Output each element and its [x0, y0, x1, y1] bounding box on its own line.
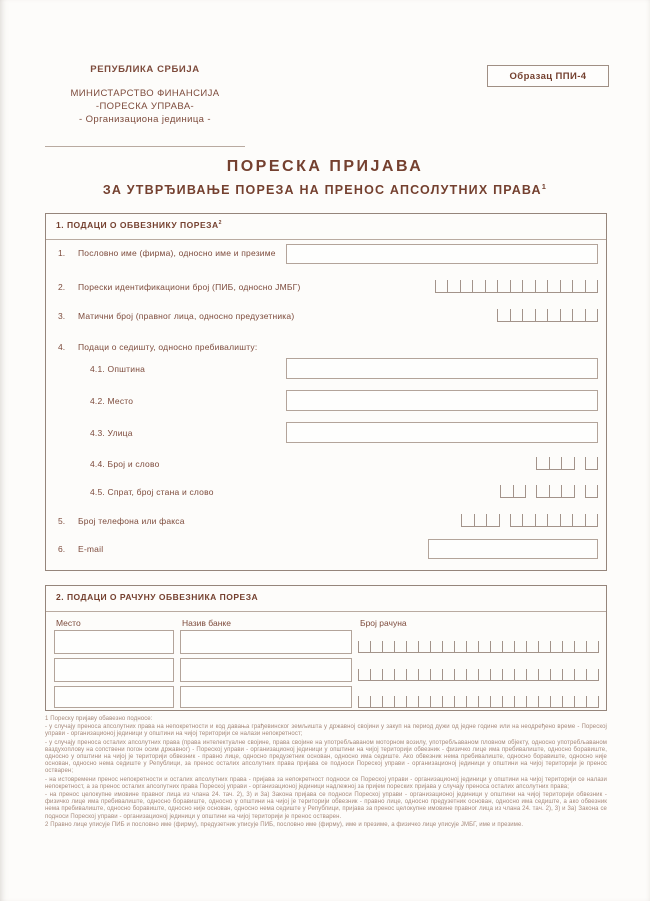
sprat-stan-comb-field[interactable]: [500, 485, 598, 498]
title-footnote-ref: 1: [541, 182, 548, 191]
comb-cell[interactable]: [561, 457, 574, 470]
comb-cell[interactable]: [358, 669, 370, 681]
comb-cell[interactable]: [585, 457, 598, 470]
comb-cell[interactable]: [497, 280, 510, 293]
comb-cell[interactable]: [526, 696, 538, 708]
row-number: 4.: [58, 342, 66, 352]
comb-cell[interactable]: [538, 669, 550, 681]
comb-cell[interactable]: [502, 696, 514, 708]
comb-cell[interactable]: [394, 669, 406, 681]
stan-cells[interactable]: [536, 485, 575, 498]
account-number-comb-field[interactable]: [358, 669, 599, 681]
account-number-comb-field[interactable]: [358, 696, 599, 708]
maticni-broj-label: Матични број (правног лица, односно предузетника): [78, 311, 295, 321]
letterhead-ministry: МИНИСТАРСТВО ФИНАНСИЈА: [70, 88, 220, 99]
comb-cell[interactable]: [510, 514, 523, 527]
comb-cell[interactable]: [538, 641, 550, 653]
comb-cell[interactable]: [547, 309, 560, 322]
comb-cell[interactable]: [382, 696, 394, 708]
comb-cell[interactable]: [442, 696, 454, 708]
slovo-cell[interactable]: [585, 485, 599, 498]
footnote-1-item: - у случају преноса апсолутних права на непокретности и код давања грађевинског земљишта у државној својини у закуп на период дужи од једне године или на неодређено време - Пореској управи - организационој јединици у општини на чијој територији се налази непокретност;: [45, 724, 607, 738]
bank-name-field[interactable]: [180, 658, 352, 682]
row-number: 3.: [58, 311, 66, 321]
comb-cell[interactable]: [560, 309, 573, 322]
comb-cell[interactable]: [585, 309, 598, 322]
comb-cell[interactable]: [560, 280, 573, 293]
comb-cell[interactable]: [586, 641, 598, 653]
place-field[interactable]: [54, 630, 174, 654]
comb-cell[interactable]: [560, 514, 573, 527]
comb-cell[interactable]: [522, 280, 535, 293]
comb-cell[interactable]: [466, 641, 478, 653]
telefon-comb-field[interactable]: [461, 514, 598, 527]
mesto-field[interactable]: [286, 390, 598, 411]
comb-cell[interactable]: [535, 280, 548, 293]
comb-cell[interactable]: [478, 641, 490, 653]
comb-cell[interactable]: [490, 641, 502, 653]
comb-cell[interactable]: [490, 669, 502, 681]
business-name-label: Пословно име (фирма), односно име и презиме: [78, 248, 276, 258]
comb-cell[interactable]: [394, 696, 406, 708]
comb-cell[interactable]: [447, 280, 460, 293]
comb-cell[interactable]: [561, 485, 574, 498]
maticni-broj-comb-field[interactable]: [497, 309, 598, 322]
comb-cell[interactable]: [370, 669, 382, 681]
comb-cell[interactable]: [430, 641, 442, 653]
place-field[interactable]: [54, 658, 174, 682]
row-number: 1.: [58, 248, 66, 258]
comb-cell[interactable]: [394, 641, 406, 653]
telefon-label: Број телефона или факса: [78, 516, 185, 526]
account-digit-cells[interactable]: [358, 641, 599, 653]
comb-cell[interactable]: [585, 280, 598, 293]
email-field[interactable]: [428, 539, 598, 559]
sprat-cells[interactable]: [500, 485, 526, 498]
comb-cell[interactable]: [454, 696, 466, 708]
letterhead-country: РЕПУБЛИКА СРБИЈА: [90, 64, 200, 75]
slovo-cell[interactable]: [585, 457, 599, 470]
comb-cell[interactable]: [572, 280, 585, 293]
comb-cell[interactable]: [550, 696, 562, 708]
comb-cell[interactable]: [547, 514, 560, 527]
comb-cell[interactable]: [514, 696, 526, 708]
comb-cell[interactable]: [574, 669, 586, 681]
letterhead-divider: [45, 146, 245, 147]
letterhead-org-unit: - Организациона јединица -: [79, 114, 211, 125]
section1-heading-rule: [46, 239, 606, 240]
column-header-bank: Назив банке: [182, 618, 231, 628]
comb-cell[interactable]: [562, 696, 574, 708]
comb-cell[interactable]: [500, 485, 513, 498]
comb-cell[interactable]: [526, 669, 538, 681]
row-number: 2.: [58, 282, 66, 292]
place-field[interactable]: [54, 686, 174, 708]
ulica-label: 4.3. Улица: [90, 428, 133, 438]
account-number-comb-field[interactable]: [358, 641, 599, 653]
comb-cell[interactable]: [586, 669, 598, 681]
comb-cell[interactable]: [536, 485, 549, 498]
comb-cell[interactable]: [466, 669, 478, 681]
comb-cell[interactable]: [562, 669, 574, 681]
comb-cell[interactable]: [572, 309, 585, 322]
account-digit-cells[interactable]: [358, 669, 599, 681]
form-number-label: Образац ППИ-4: [509, 70, 587, 82]
comb-cell[interactable]: [522, 309, 535, 322]
address-header-label: Подаци о седишту, односно пребивалишту:: [78, 342, 258, 352]
comb-cell[interactable]: [514, 641, 526, 653]
comb-cell[interactable]: [535, 309, 548, 322]
comb-cell[interactable]: [406, 641, 418, 653]
comb-cell[interactable]: [485, 280, 498, 293]
comb-cell[interactable]: [370, 696, 382, 708]
section1-footnote-ref: 2: [218, 220, 222, 227]
comb-cell[interactable]: [522, 514, 535, 527]
comb-cell[interactable]: [472, 280, 485, 293]
section-taxpayer-data: [45, 213, 607, 571]
comb-cell[interactable]: [490, 696, 502, 708]
opstina-field[interactable]: [286, 358, 598, 379]
comb-cell[interactable]: [585, 485, 598, 498]
comb-cell[interactable]: [513, 485, 526, 498]
footnote-2: 2 Правно лице уписује ПИБ и пословно име (фирму), предузетник уписује ПИБ, пословно име (фирму), име и презиме, а физичко лице уписује ЈМБГ, име и презиме.: [45, 821, 524, 828]
comb-cell[interactable]: [370, 641, 382, 653]
email-label: E-mail: [78, 544, 104, 554]
comb-cell[interactable]: [442, 641, 454, 653]
comb-cell[interactable]: [460, 280, 473, 293]
comb-cell[interactable]: [358, 696, 370, 708]
opstina-label: 4.1. Општина: [90, 364, 146, 374]
comb-cell[interactable]: [586, 696, 598, 708]
comb-cell[interactable]: [549, 485, 562, 498]
comb-cell[interactable]: [435, 280, 448, 293]
comb-cell[interactable]: [574, 641, 586, 653]
comb-cell[interactable]: [585, 514, 598, 527]
comb-cell[interactable]: [418, 641, 430, 653]
comb-cell[interactable]: [514, 669, 526, 681]
row-number: 6.: [58, 544, 66, 554]
bank-name-field[interactable]: [180, 630, 352, 654]
comb-cell[interactable]: [497, 309, 510, 322]
comb-cell[interactable]: [454, 641, 466, 653]
form-subtitle: ЗА УТВРЂИВАЊЕ ПОРЕЗА НА ПРЕНОС АПСОЛУТНИХ ПРАВА$^1$: [102, 182, 548, 198]
footnote-1-intro: 1 Пореску пријаву обавезно подносе:: [45, 716, 153, 722]
comb-cell[interactable]: [430, 669, 442, 681]
column-header-place: Место: [56, 618, 81, 628]
form-number-badge: [487, 65, 609, 87]
section-account-data: [45, 585, 607, 711]
comb-cell[interactable]: [549, 457, 562, 470]
maticni-digit-cells[interactable]: [497, 309, 598, 322]
mesto-label: 4.2. Место: [90, 396, 134, 406]
comb-cell[interactable]: [538, 696, 550, 708]
comb-cell[interactable]: [536, 457, 549, 470]
comb-cell[interactable]: [510, 309, 523, 322]
footnote-1-item: - на истовремени пренос непокретности и осталих апсолутних права - пријава за непокретност подноси се Пореској управи - организационој јединици у општини на чијој територији се налази непокретност, а за пренос осталих апсолутних права Пореској управи - организационој јединици надлежној за пријем пореских пријава у случају преноса осталих апсолутних права;: [45, 776, 607, 790]
business-name-field[interactable]: [286, 244, 598, 264]
form-footnotes: [45, 716, 607, 830]
pib-digit-cells[interactable]: [435, 280, 599, 293]
broj-slovo-label: 4.4. Број и слово: [90, 459, 160, 469]
pib-comb-field[interactable]: [435, 280, 599, 293]
comb-cell[interactable]: [382, 669, 394, 681]
broj-cells[interactable]: [536, 457, 575, 470]
ulica-field[interactable]: [286, 422, 598, 443]
comb-cell[interactable]: [461, 514, 474, 527]
comb-cell[interactable]: [502, 641, 514, 653]
comb-cell[interactable]: [502, 669, 514, 681]
sprat-stan-label: 4.5. Спрат, број стана и слово: [90, 487, 214, 497]
broj-slovo-comb-field[interactable]: [536, 457, 598, 470]
comb-cell[interactable]: [572, 514, 585, 527]
comb-cell[interactable]: [547, 280, 560, 293]
row-number: 5.: [58, 516, 66, 526]
comb-cell[interactable]: [358, 641, 370, 653]
comb-cell[interactable]: [442, 669, 454, 681]
form-title: ПОРЕСКА ПРИЈАВА: [226, 158, 424, 175]
comb-cell[interactable]: [562, 641, 574, 653]
comb-cell[interactable]: [574, 696, 586, 708]
comb-cell[interactable]: [478, 669, 490, 681]
comb-cell[interactable]: [535, 514, 548, 527]
comb-cell[interactable]: [418, 696, 430, 708]
comb-cell[interactable]: [550, 669, 562, 681]
comb-cell[interactable]: [454, 669, 466, 681]
column-header-account: Број рачуна: [360, 618, 407, 628]
section2-heading-rule: [46, 611, 606, 612]
account-digit-cells[interactable]: [358, 696, 599, 708]
section1-heading: 1. ПОДАЦИ О ОБВЕЗНИКУ ПОРЕЗА$^2$: [56, 220, 222, 230]
comb-cell[interactable]: [406, 696, 418, 708]
comb-cell[interactable]: [526, 641, 538, 653]
letterhead-tax-administration: -ПОРЕСКА УПРАВА-: [95, 101, 195, 112]
comb-cell[interactable]: [510, 280, 523, 293]
footnote-1-item: - у случају преноса осталих апсолутних права (права интелектуалне својине, права својине на употребљаваном моторном возилу, употребљаваном пловном објекту, односно употребљаваном ваздухоплову на сопствени погон осим државног) - Пореској управи - организационој јединици у општини на чијој територији обвезник - физичко лице има пребивалиште, односно боравиште, односно у општини на чијој је територији обвезник - правно лице, односно предузетник основан, односно има седиште. Ако обвезник нема пребивалиште, односно боравиште, односно није основан, односно нема седиште у Републици, за пренос осталих апсолутних права пријава се подноси Пореској управи - организационој јединици у општини на чијој територији је пренос остварен;: [45, 739, 607, 775]
comb-cell[interactable]: [474, 514, 487, 527]
comb-cell[interactable]: [382, 641, 394, 653]
comb-cell[interactable]: [430, 696, 442, 708]
phone-number-cells[interactable]: [510, 514, 599, 527]
comb-cell[interactable]: [466, 696, 478, 708]
pib-label: Порески идентификациони број (ПИБ, односно ЈМБГ): [78, 282, 301, 292]
comb-cell[interactable]: [406, 669, 418, 681]
section2-heading: 2. ПОДАЦИ О РАЧУНУ ОБВЕЗНИКА ПОРЕЗА: [56, 592, 259, 602]
area-code-cells[interactable]: [461, 514, 500, 527]
letterhead: [45, 64, 245, 126]
comb-cell[interactable]: [478, 696, 490, 708]
comb-cell[interactable]: [550, 641, 562, 653]
bank-name-field[interactable]: [180, 686, 352, 708]
comb-cell[interactable]: [418, 669, 430, 681]
comb-cell[interactable]: [486, 514, 499, 527]
footnote-1-item: - на пренос целокупне имовине правног лица из члана 24. тач. 2), 3) и 3а) Закона пријава се подноси Пореској управи - организационој јединици у општини на чијој територији обвезник - физичко лице има пребивалиште, односно боравиште, односно у општини на чијој је територији обвезник - правно лице, односно предузетник основан, односно има седиште, а ако обвезник нема пребивалиште, односно боравиште, односно није основан, односно нема седиште у Републици, пријава за пренос целокупне имовине правног лица из члана 24. тач. 2), 3) и 3а) Закона се подноси Пореској управи - организационој јединици у општини на чијој територији је пренос остварен.: [45, 792, 607, 820]
